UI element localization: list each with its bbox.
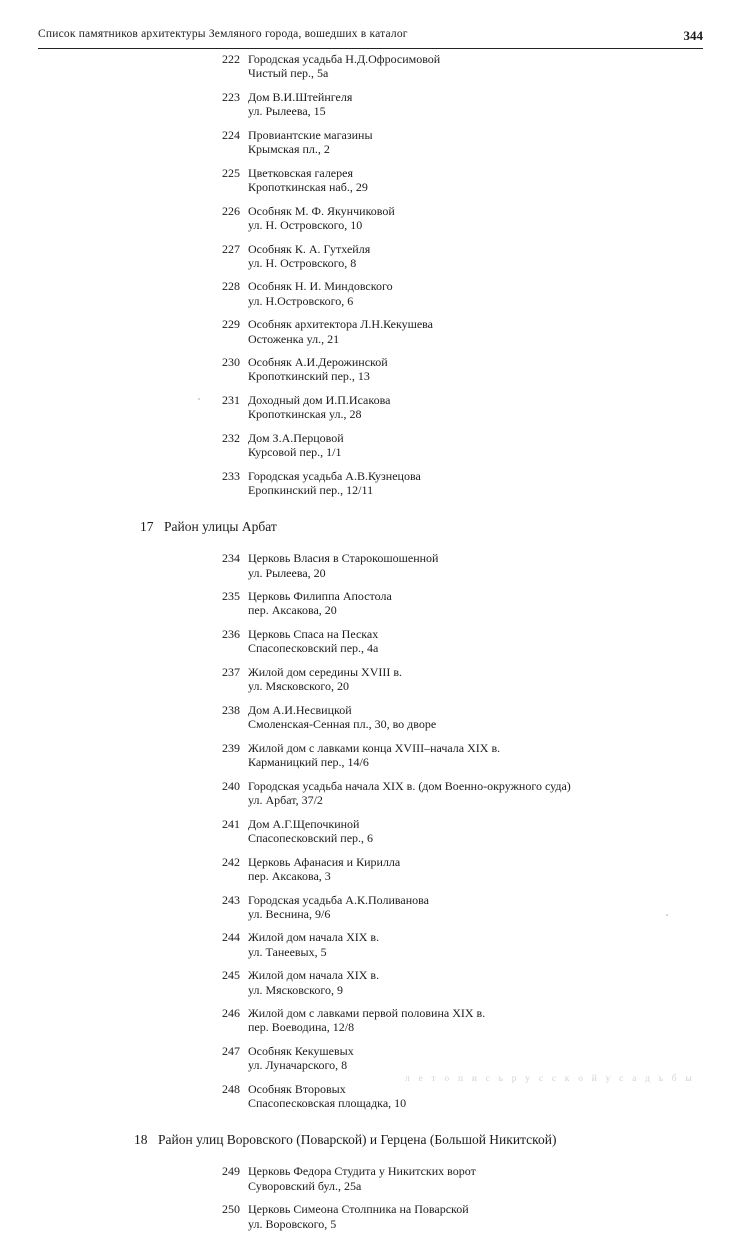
item-title: Дом А.И.Несвицкой	[248, 703, 352, 717]
item-number: 238	[222, 703, 240, 717]
item-title: Церковь Власия в Старокошошенной	[248, 551, 439, 566]
item-address: ул. Луначарского, 8	[248, 1058, 348, 1073]
item-address: Кропоткинская наб., 29	[248, 179, 368, 194]
list-item	[0, 589, 731, 617]
item-number: 247	[222, 1044, 240, 1059]
item-address: Спасопесковский пер., 6	[248, 830, 374, 845]
running-head-title: Список памятников архитектуры Земляного города, вошедших в каталог	[38, 28, 408, 40]
section-heading	[0, 1132, 731, 1148]
list-item	[0, 893, 731, 921]
item-number: 248	[222, 1082, 240, 1097]
item-address: ул. Мясковского, 20	[248, 679, 349, 694]
item-title: Жилой дом начала XIX в.	[248, 930, 380, 945]
item-number: 234	[222, 551, 240, 566]
item-title: Церковь Филиппа Апостола	[248, 589, 392, 604]
item-address: ул. Н.Островского, 6	[248, 293, 354, 308]
item-address: Крымская пл., 2	[248, 142, 330, 157]
list-item	[0, 741, 731, 769]
item-body	[248, 1164, 731, 1192]
list-item	[0, 551, 731, 579]
item-number: 227	[222, 241, 240, 256]
item-body	[248, 393, 731, 421]
item-number: 233	[222, 468, 240, 483]
item-number: 240	[222, 778, 240, 793]
item-address: Спасопесковская площадка, 10	[248, 1096, 407, 1111]
item-number: 244	[222, 930, 240, 945]
item-address: ул. Н. Островского, 8	[248, 255, 357, 270]
item-address: Кропоткинский пер., 13	[248, 369, 370, 384]
list-item	[0, 128, 731, 156]
item-body	[248, 52, 731, 80]
item-body	[248, 204, 731, 232]
list-item	[0, 52, 731, 80]
item-title: Жилой дом начала XIX в.	[248, 968, 380, 983]
running-head	[38, 28, 703, 50]
list-item	[0, 166, 731, 194]
item-address: Спасопесковский пер., 4а	[248, 641, 379, 656]
item-title: Особняк К. А. Гутхейля	[248, 241, 371, 256]
item-title: Городская усадьба А.К.Поливанова	[248, 892, 429, 907]
item-title: Особняк Н. И. Миндовского	[248, 279, 393, 294]
item-body	[248, 355, 731, 383]
item-body	[248, 1202, 731, 1230]
item-number: 226	[222, 203, 240, 218]
item-title: Городская усадьба начала XIX в. (дом Военно-окружного суда)	[248, 778, 571, 793]
catalog-list	[0, 52, 731, 1240]
item-body	[248, 627, 731, 655]
item-number: 242	[222, 854, 240, 869]
item-number: 237	[222, 665, 240, 680]
list-item	[0, 968, 731, 996]
item-body	[248, 166, 731, 194]
item-title: Дом А.Г.Щепочкиной	[248, 816, 360, 831]
item-body	[248, 968, 731, 996]
list-item	[0, 355, 731, 383]
paper-speck	[666, 914, 668, 916]
item-number: 250	[222, 1202, 240, 1217]
item-body	[248, 665, 731, 693]
item-body	[248, 90, 731, 118]
item-address: ул. Танеевых, 5	[248, 944, 327, 959]
item-address: ул. Воровского, 5	[248, 1216, 337, 1231]
paper-speck	[198, 398, 200, 400]
item-title: Жилой дом середины XVIII в.	[248, 665, 403, 680]
item-body	[248, 469, 731, 497]
list-item	[0, 1164, 731, 1192]
list-item	[0, 393, 731, 421]
item-title: Дом З.А.Перцовой	[248, 431, 344, 446]
item-body	[248, 1044, 731, 1072]
item-body	[248, 1006, 731, 1034]
list-item	[0, 703, 731, 731]
item-number: 231	[222, 393, 240, 408]
item-address: Еропкинский пер., 12/11	[248, 483, 374, 498]
item-body	[248, 779, 731, 807]
item-number: 222	[222, 52, 240, 66]
item-number: 229	[222, 317, 240, 332]
item-body	[248, 1082, 731, 1110]
list-item	[0, 431, 731, 459]
section-title: Район улиц Воровского (Поварской) и Герцена (Большой Никитской)	[158, 1132, 557, 1148]
item-title: Цветковская галерея	[248, 165, 353, 180]
item-title: Жилой дом с лавками конца XVIII–начала XIX в.	[248, 740, 501, 755]
item-address: Смоленская-Сенная пл., 30, во дворе	[248, 717, 437, 732]
item-number: 225	[222, 165, 240, 180]
item-body	[248, 317, 731, 345]
item-address: ул. Мясковского, 9	[248, 982, 343, 997]
item-number: 246	[222, 1006, 240, 1021]
item-number: 249	[222, 1164, 240, 1179]
item-title: Особняк Кекушевых	[248, 1044, 354, 1059]
item-title: Городская усадьба Н.Д.Офросимовой	[248, 52, 441, 66]
item-title: Церковь Симеона Столпника на Поварской	[248, 1202, 469, 1217]
item-title: Особняк М. Ф. Якунчиковой	[248, 203, 395, 218]
list-item	[0, 627, 731, 655]
item-address: ул. Рылеева, 15	[248, 104, 326, 119]
section-number: 18	[134, 1132, 148, 1148]
item-address: Кропоткинская ул., 28	[248, 407, 362, 422]
item-number: 235	[222, 589, 240, 604]
list-item	[0, 90, 731, 118]
section-heading	[0, 519, 731, 535]
list-item	[0, 469, 731, 497]
item-address: пер. Аксакова, 3	[248, 868, 331, 883]
item-title: Церковь Спаса на Песках	[248, 627, 379, 642]
item-address: Чистый пер., 5а	[248, 66, 329, 81]
item-title: Особняк архитектора Л.Н.Кекушева	[248, 317, 434, 332]
item-number: 224	[222, 127, 240, 142]
footer-watermark: л е т о п и с ь р у с с к о й у с а д ь б ы	[405, 1074, 695, 1084]
item-address: Суворовский бул., 25а	[248, 1178, 362, 1193]
item-body	[248, 242, 731, 270]
list-item	[0, 779, 731, 807]
item-body	[248, 817, 731, 845]
item-title: Особняк Второвых	[248, 1082, 346, 1097]
item-body	[248, 589, 731, 617]
item-title: Церковь Федора Студита у Никитских ворот	[248, 1164, 476, 1179]
item-title: Особняк А.И.Дерожинской	[248, 355, 388, 370]
list-item	[0, 817, 731, 845]
item-address: пер. Воеводина, 12/8	[248, 1020, 355, 1035]
list-item	[0, 204, 731, 232]
list-item	[0, 1202, 731, 1230]
item-address: ул. Веснина, 9/6	[248, 906, 331, 921]
item-title: Городская усадьба А.В.Кузнецова	[248, 468, 421, 483]
item-title: Дом В.И.Штейнгеля	[248, 89, 353, 104]
list-item	[0, 1082, 731, 1110]
section-title: Район улицы Арбат	[164, 519, 277, 535]
item-address: ул. Н. Островского, 10	[248, 217, 363, 232]
list-item	[0, 1044, 731, 1072]
item-address: пер. Аксакова, 20	[248, 603, 337, 618]
item-title: Церковь Афанасия и Кирилла	[248, 854, 401, 869]
list-item	[0, 317, 731, 345]
page-number: 344	[683, 28, 703, 43]
item-body	[248, 855, 731, 883]
item-number: 243	[222, 892, 240, 907]
list-item	[0, 665, 731, 693]
list-item	[0, 855, 731, 883]
item-number: 223	[222, 89, 240, 104]
item-title: Провиантские магазины	[248, 127, 373, 142]
item-body	[248, 741, 731, 769]
item-number: 236	[222, 627, 240, 642]
item-number: 228	[222, 279, 240, 294]
list-item	[0, 930, 731, 958]
item-number: 241	[222, 816, 240, 831]
item-address: Курсовой пер., 1/1	[248, 445, 342, 460]
item-address: Карманицкий пер., 14/6	[248, 755, 369, 770]
item-body	[248, 431, 731, 459]
item-body	[248, 930, 731, 958]
item-address: Остоженка ул., 21	[248, 331, 340, 346]
item-number: 232	[222, 431, 240, 446]
item-body	[248, 703, 731, 731]
item-address: ул. Арбат, 37/2	[248, 793, 323, 808]
item-number: 239	[222, 740, 240, 755]
item-body	[248, 279, 731, 307]
list-item	[0, 279, 731, 307]
item-body	[248, 551, 731, 579]
list-item	[0, 242, 731, 270]
list-item	[0, 1006, 731, 1034]
item-number: 230	[222, 355, 240, 370]
item-address: ул. Рылеева, 20	[248, 565, 326, 580]
header-rule	[38, 48, 703, 49]
item-title: Доходный дом И.П.Исакова	[248, 393, 391, 408]
section-number: 17	[140, 519, 154, 535]
item-body	[248, 893, 731, 921]
item-body	[248, 128, 731, 156]
item-title: Жилой дом с лавками первой половина XIX в.	[248, 1006, 486, 1021]
item-number: 245	[222, 968, 240, 983]
